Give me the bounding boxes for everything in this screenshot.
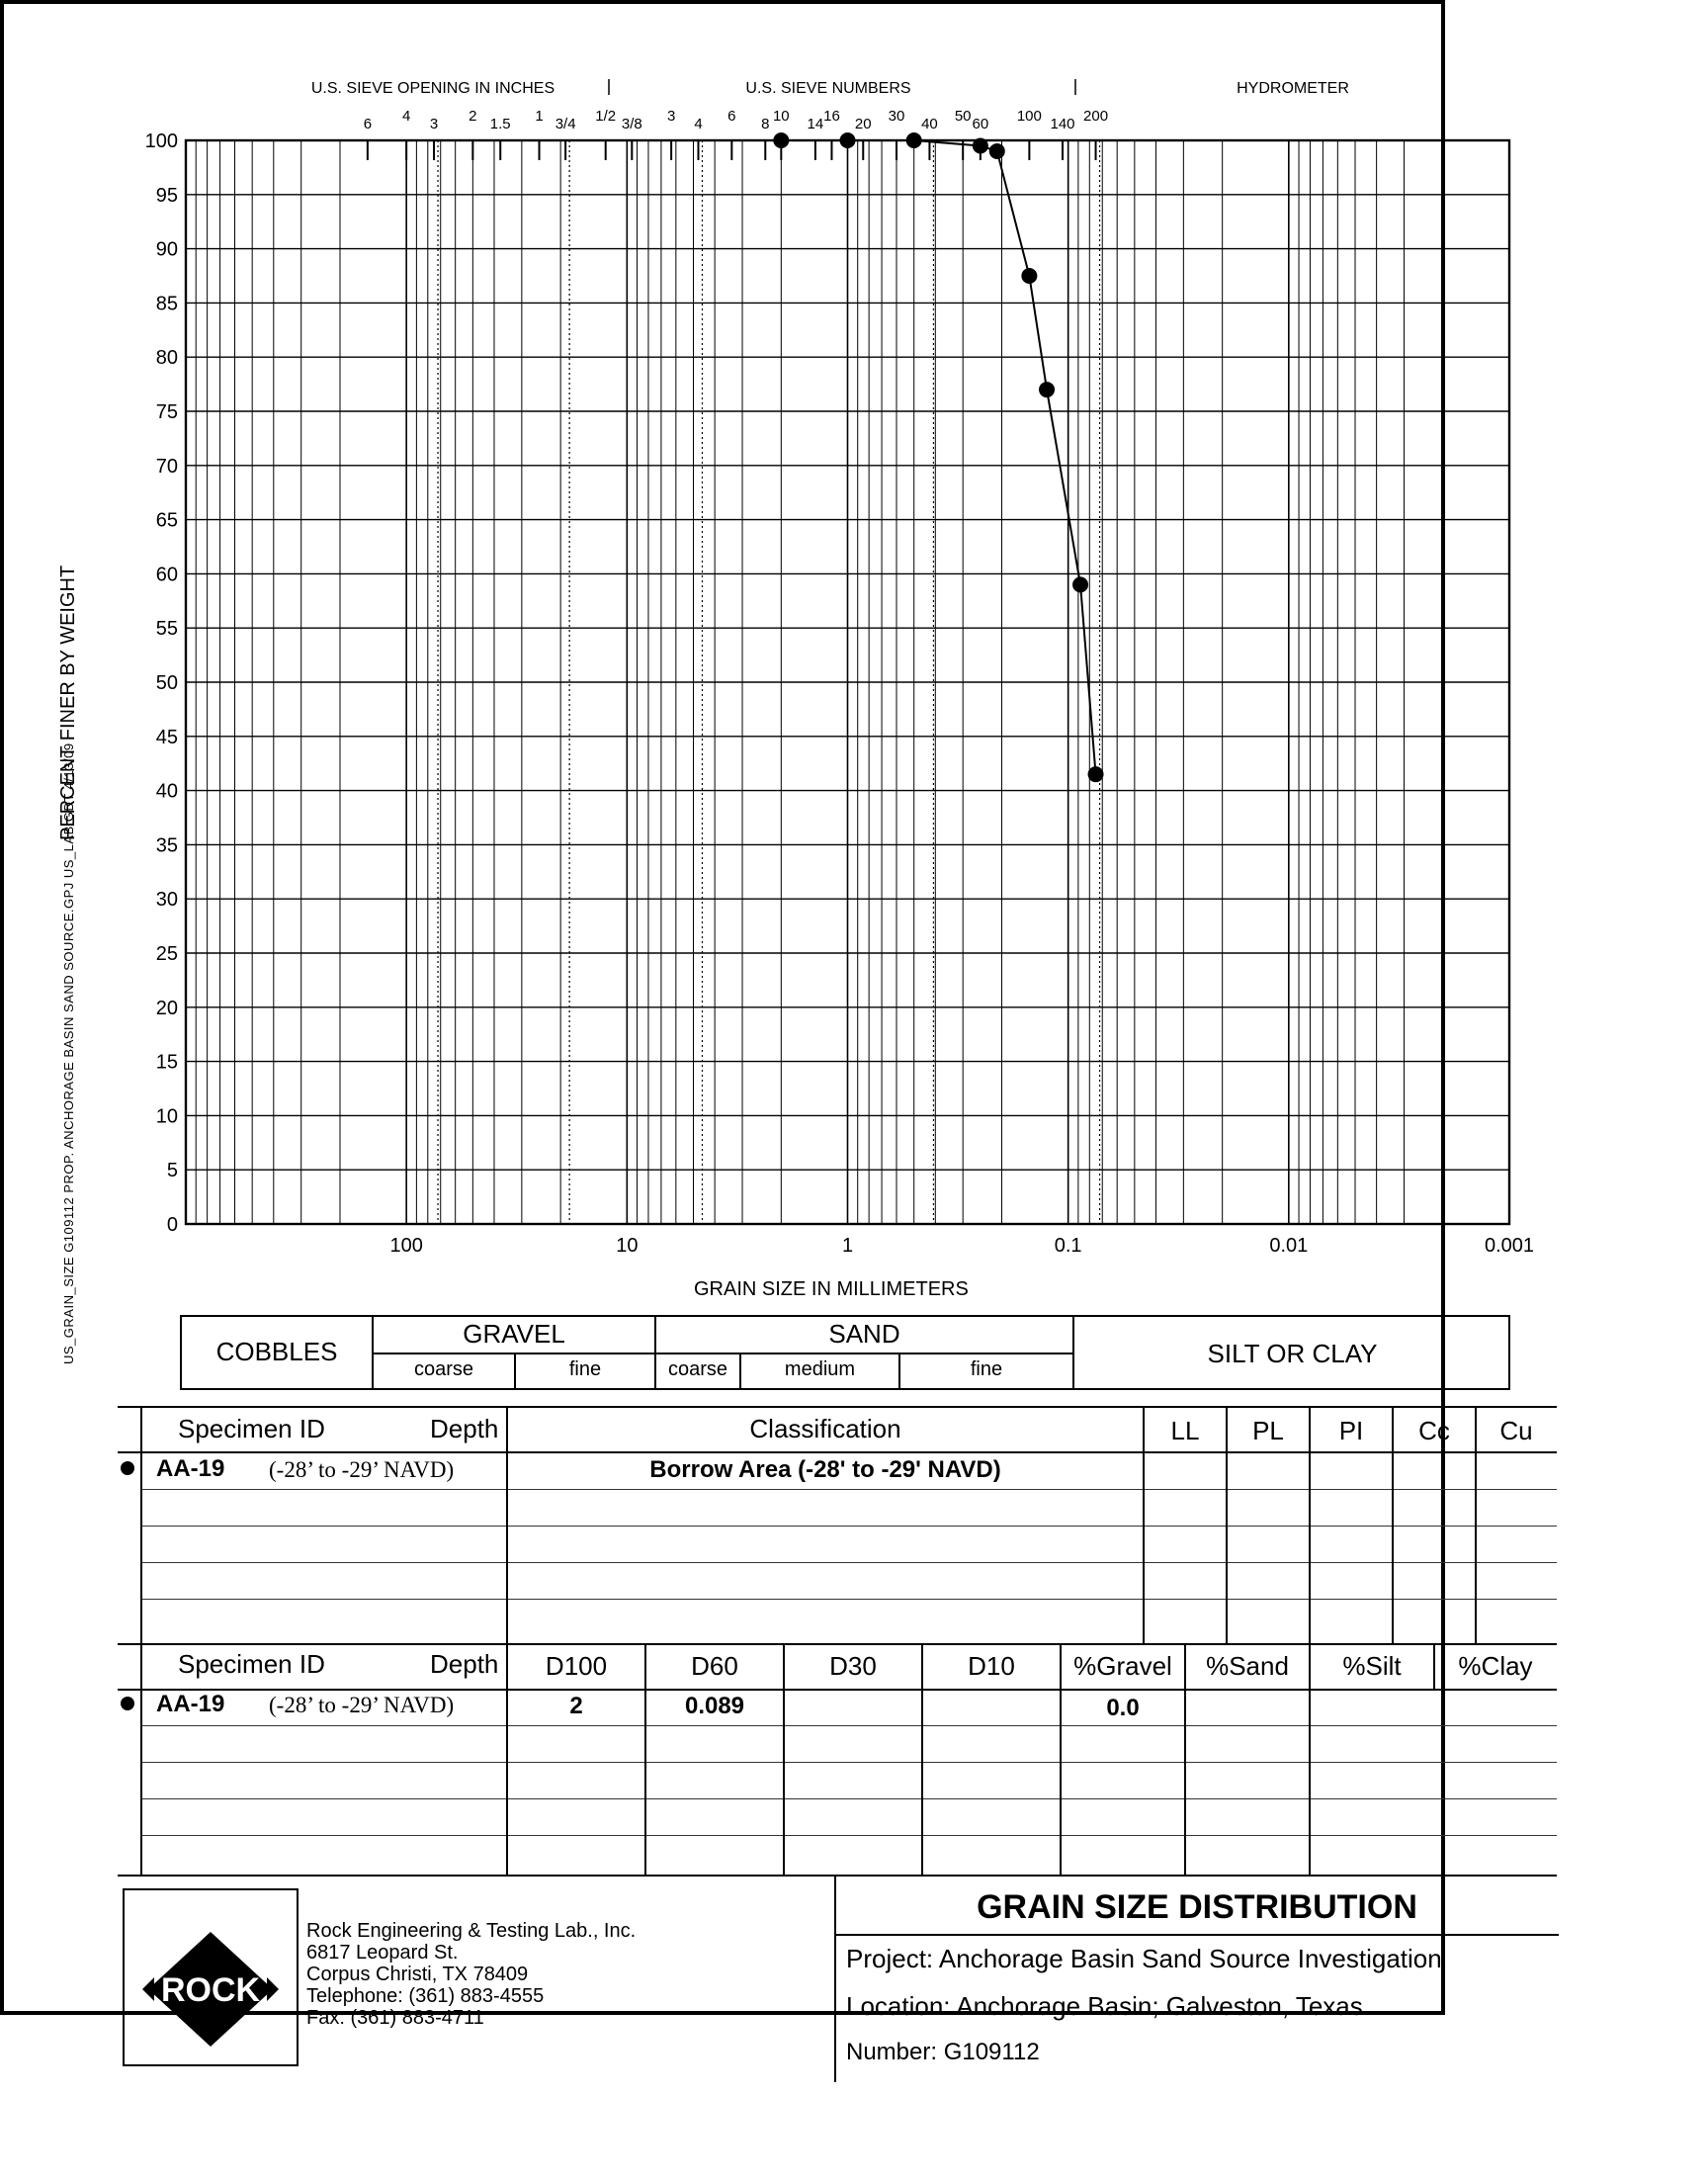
y-tick-label: 10 xyxy=(155,1105,178,1128)
company-name: Rock Engineering & Testing Lab., Inc. xyxy=(306,1920,637,1942)
sieve-label: 3 xyxy=(429,116,439,132)
report-number: Number: G109112 xyxy=(846,2039,1040,2065)
y-tick-label: 70 xyxy=(155,455,178,478)
t1-specimen-id: AA-19 xyxy=(156,1455,225,1482)
y-tick-label: 90 xyxy=(155,238,178,261)
gradation-curve xyxy=(781,140,1095,774)
sieve-label: 6 xyxy=(363,116,373,132)
sieve-label: 16 xyxy=(823,108,840,125)
t2-d30-header: D30 xyxy=(829,1651,877,1681)
x-tick-label: 10 xyxy=(616,1235,639,1257)
y-tick-label: 25 xyxy=(155,943,178,965)
t2-gravel-header: %Gravel xyxy=(1073,1651,1172,1681)
t1-classification-header: Classification xyxy=(749,1414,901,1443)
y-tick-label: 5 xyxy=(166,1160,178,1182)
t2-specimen-id: AA-19 xyxy=(156,1691,225,1717)
y-tick-label: 35 xyxy=(155,834,178,857)
y-tick-label: 20 xyxy=(155,997,178,1019)
company-address1: 6817 Leopard St. xyxy=(306,1942,459,1964)
sand-medium-label: medium xyxy=(784,1358,856,1380)
company-fax: Fax: (361) 883-4711 xyxy=(306,2007,484,2029)
sieve-label: 1/2 xyxy=(595,108,617,125)
t1-ll-header: LL xyxy=(1170,1416,1200,1445)
company-info xyxy=(306,1920,636,2029)
sieve-label: 3/4 xyxy=(555,116,576,132)
y-tick-label: 60 xyxy=(155,564,178,586)
t1-depth: (-28’ to -29’ NAVD) xyxy=(269,1457,455,1482)
sieve-label: 3 xyxy=(666,108,676,125)
y-tick-label: 55 xyxy=(155,618,178,641)
sieve-label: 3/8 xyxy=(621,116,642,132)
sieve-label: 1.5 xyxy=(489,116,511,132)
sieve-label: 40 xyxy=(921,116,938,132)
sand-fine-label: fine xyxy=(970,1358,1003,1380)
silt-clay-label: SILT OR CLAY xyxy=(1207,1339,1378,1368)
sieve-label: 20 xyxy=(854,116,872,132)
x-tick-label: 0.1 xyxy=(1054,1235,1082,1257)
side-file-label: US_GRAIN_SIZE G109112 PROP. ANCHORAGE BASIN SAND SOURCE.GPJ US_LAB.GDT 4/13/09 xyxy=(61,742,76,1364)
t1-depth-header: Depth xyxy=(430,1414,499,1443)
sieve-label: 60 xyxy=(972,116,989,132)
y-tick-label: 40 xyxy=(155,780,178,803)
sieve-label: 140 xyxy=(1050,116,1075,132)
sieve-label: 4 xyxy=(694,116,703,132)
sample-marker-icon xyxy=(121,1461,134,1475)
cobbles-label: COBBLES xyxy=(215,1337,338,1366)
x-tick-label: 0.001 xyxy=(1484,1235,1535,1257)
company-phone: Telephone: (361) 883-4555 xyxy=(306,1985,545,2007)
t2-depth: (-28’ to -29’ NAVD) xyxy=(269,1693,455,1717)
t1-cu-header: Cu xyxy=(1499,1416,1533,1445)
sand-coarse-label: coarse xyxy=(667,1358,728,1380)
x-tick-label: 1 xyxy=(841,1235,854,1257)
t2-sand-header: %Sand xyxy=(1206,1651,1289,1681)
top-header-label: U.S. SIEVE OPENING IN INCHES xyxy=(310,80,555,97)
logo-text: ROCK xyxy=(160,1971,261,2009)
sand-label: SAND xyxy=(828,1319,900,1349)
y-tick-label: 0 xyxy=(166,1214,178,1236)
x-tick-label: 100 xyxy=(389,1235,423,1257)
company-address2: Corpus Christi, TX 78409 xyxy=(306,1964,529,1985)
report-project: Project: Anchorage Basin Sand Source Investigation xyxy=(846,1944,1442,1973)
x-tick-label: 0.01 xyxy=(1269,1235,1309,1257)
sieve-label: 30 xyxy=(888,108,905,125)
y-tick-label: 95 xyxy=(155,184,178,207)
y-axis-label: PERCENT FINER BY WEIGHT xyxy=(57,565,79,840)
data-point xyxy=(973,137,988,153)
y-tick-label: 80 xyxy=(155,347,178,370)
t2-d60: 0.089 xyxy=(684,1693,745,1719)
data-point xyxy=(1088,766,1104,782)
data-point xyxy=(840,132,856,148)
data-point xyxy=(989,143,1005,159)
report-location: Location: Anchorage Basin; Galveston, Texas xyxy=(846,1991,1363,2021)
sieve-label: 8 xyxy=(761,116,770,132)
sieve-label: 100 xyxy=(1016,108,1042,125)
data-point xyxy=(906,132,922,148)
t1-cc-header: Cc xyxy=(1418,1416,1450,1445)
sieve-label: 10 xyxy=(772,108,790,125)
y-tick-label: 15 xyxy=(155,1051,178,1074)
y-tick-label: 50 xyxy=(155,672,178,694)
sample-marker-icon xyxy=(121,1697,134,1710)
t2-clay-header: %Clay xyxy=(1458,1651,1533,1681)
data-point xyxy=(1021,268,1037,284)
data-point xyxy=(1072,576,1088,592)
y-tick-label: 85 xyxy=(155,293,178,315)
t2-specimen-header: Specimen ID xyxy=(178,1649,325,1679)
y-tick-label: 45 xyxy=(155,726,178,748)
gravel-fine-label: fine xyxy=(568,1358,602,1380)
sieve-label: 1 xyxy=(535,108,544,125)
company-logo-box xyxy=(123,1888,299,2066)
report-title: GRAIN SIZE DISTRIBUTION xyxy=(977,1888,1417,1926)
t2-depth-header: Depth xyxy=(430,1649,499,1679)
top-header-label: U.S. SIEVE NUMBERS xyxy=(745,80,911,97)
t2-silt-header: %Silt xyxy=(1342,1651,1402,1681)
sieve-label: 6 xyxy=(727,108,736,125)
t1-pl-header: PL xyxy=(1252,1416,1284,1445)
gravel-coarse-label: coarse xyxy=(413,1358,474,1380)
t2-gravel: 0.0 xyxy=(1106,1695,1140,1721)
gravel-label: GRAVEL xyxy=(463,1319,565,1349)
y-tick-label: 100 xyxy=(144,131,178,152)
sieve-label: 14 xyxy=(807,116,824,132)
x-axis-label: GRAIN SIZE IN MILLIMETERS xyxy=(694,1278,969,1300)
sieve-label: 200 xyxy=(1083,108,1109,125)
t2-d10-header: D10 xyxy=(968,1651,1015,1681)
t2-d100: 2 xyxy=(569,1693,583,1719)
y-tick-label: 65 xyxy=(155,509,178,532)
t2-d60-header: D60 xyxy=(691,1651,738,1681)
rock-logo-icon xyxy=(125,1890,297,2064)
sieve-label: 50 xyxy=(954,108,972,125)
t1-pi-header: PI xyxy=(1338,1416,1364,1445)
sieve-label: 4 xyxy=(401,108,411,125)
data-point xyxy=(1039,382,1055,397)
t1-specimen-header: Specimen ID xyxy=(178,1414,325,1443)
y-tick-label: 30 xyxy=(155,889,178,912)
t2-d100-header: D100 xyxy=(545,1651,608,1681)
sieve-label: 2 xyxy=(469,108,477,125)
data-point xyxy=(773,132,789,148)
y-tick-label: 75 xyxy=(155,401,178,423)
t1-classification: Borrow Area (-28' to -29' NAVD) xyxy=(649,1456,1001,1483)
top-header-label: HYDROMETER xyxy=(1237,80,1349,97)
